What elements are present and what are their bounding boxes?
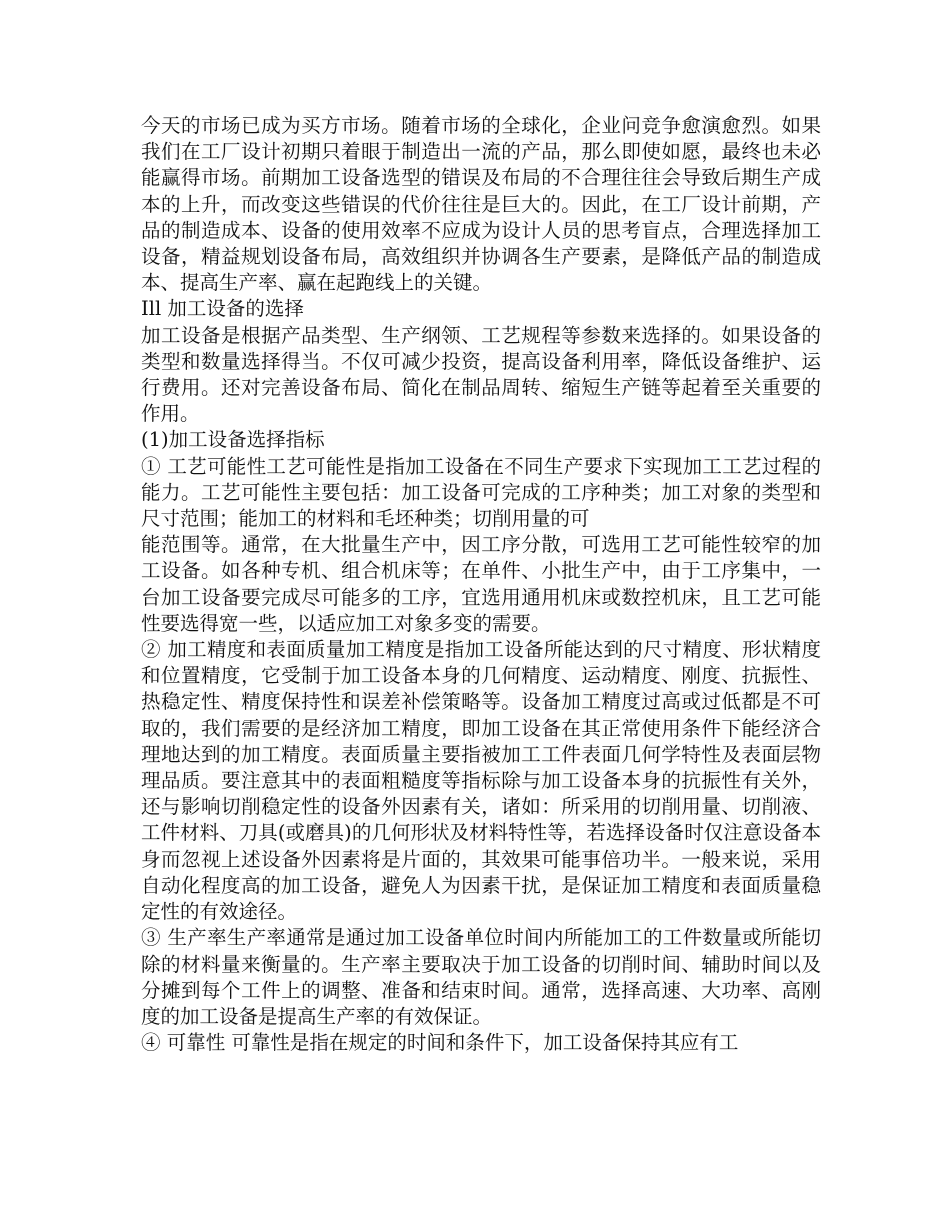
item-1-paragraph: ① 工艺可能性工艺可能性是指加工设备在不同生产要求下实现加工工艺过程的能力。工艺可能性主要包括：加工设备可完成的工序种类；加工对象的类型和尺寸范围；能加工的材料和毛坯种类；切削用量的可	[141, 454, 821, 531]
intro-paragraph: 今天的市场已成为买方市场。随着市场的全球化，企业问竞争愈演愈烈。如果我们在工厂设计初期只着眼于制造出一流的产品，那么即使如愿，最终也未必能赢得市场。前期加工设备选型的错误及布局的不合理往往会导致后期生产成本的上升，而改变这些错误的代价往往是巨大的。因此，在工厂设计前期，产品的制造成本、设备的使用效率不应成为设计人员的思考盲点，合理选择加工设备，精益规划设备布局，高效组织并协调各生产要素，是降低产品的制造成本、提高生产率、赢在起跑线上的关键。	[141, 114, 821, 295]
section-intro-paragraph: 加工设备是根据产品类型、生产纲领、工艺规程等参数来选择的。如果设备的类型和数量选择得当。不仅可减少投资，提高设备利用率，降低设备维护、运行费用。还对完善设备布局、简化在制品周转、缩短生产链等起着至关重要的作用。	[141, 323, 821, 426]
item-2-paragraph: ② 加工精度和表面质量加工精度是指加工设备所能达到的尺寸精度、形状精度和位置精度，它受制于加工设备本身的几何精度、运动精度、刚度、抗振性、热稳定性、精度保持性和误差补偿策略等。设备加工精度过高或过低都是不可取的，我们需要的是经济加工精度，即加工设备在其正常使用条件下能经济合理地达到的加工精度。表面质量主要指被加工工件表面几何学特性及表面层物理品质。要注意其中的表面粗糙度等指标除与加工设备本身的抗振性有关外，还与影响切削稳定性的设备外因素有关，诸如：所采用的切削用量、切削液、工件材料、刀具(或磨具)的几何形状及材料特性等，若选择设备时仅注意设备本身而忽视上述设备外因素将是片面的，其效果可能事倍功半。一般来说，采用自动化程度高的加工设备，避免人为因素干扰，是保证加工精度和表面质量稳定性的有效途径。	[141, 638, 821, 924]
item-3-paragraph: ③ 生产率生产率通常是通过加工设备单位时间内所能加工的工件数量或所能切除的材料量来衡量的。生产率主要取决于加工设备的切削时间、辅助时间以及分摊到每个工件上的调整、准备和结束时间。通常，选择高速、大功率、高刚度的加工设备是提高生产率的有效保证。	[141, 926, 821, 1028]
document-body	[141, 113, 821, 1056]
section-heading: Ill 加工设备的选择	[141, 297, 304, 321]
item-1-continuation-paragraph: 能范围等。通常，在大批量生产中，因工序分散，可选用工艺可能性较窄的加工设备。如各种专机、组合机床等；在单件、小批生产中，由于工序集中，一台加工设备要完成尽可能多的工序，宜选用通用机床或数控机床，且工艺可能性要选得宽一些，以适应加工对象多变的需要。	[141, 533, 821, 635]
subsection-heading: (1)加工设备选择指标	[141, 428, 325, 452]
item-4-paragraph: ④ 可靠性 可靠性是指在规定的时间和条件下，加工设备保持其应有工	[141, 1031, 739, 1055]
